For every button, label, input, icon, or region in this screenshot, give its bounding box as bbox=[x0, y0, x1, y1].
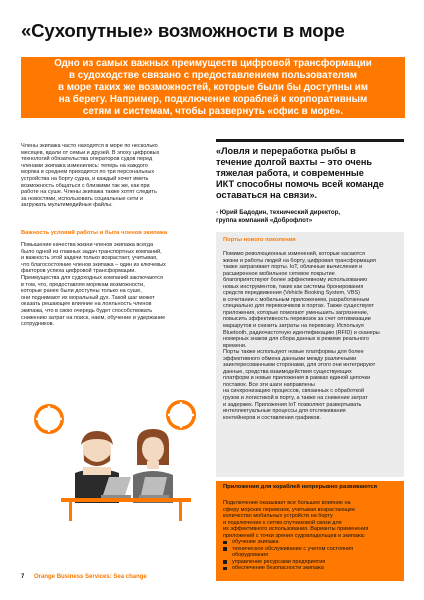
body-line: номерных знаков для сбора данных в режиме реального bbox=[223, 336, 369, 343]
page-number: 7 bbox=[21, 574, 25, 580]
body-line: в сочетании с мобильным приложением, разработанным bbox=[223, 296, 370, 303]
list-item-text: оборудования bbox=[232, 552, 269, 559]
square-bullet-icon bbox=[223, 547, 227, 551]
body-line: оказать решающее влияние на лояльность членов bbox=[21, 301, 152, 308]
body-line: повысить эффективность перевозок за счет оптимизации bbox=[223, 316, 371, 323]
quote-line: «Ловля и переработка рыбы в bbox=[216, 146, 356, 156]
body-line: расширенное мобильное сетевое покрытие bbox=[223, 270, 335, 277]
body-line: новых инструментов, таких как системы бронирования bbox=[223, 283, 364, 290]
body-line: на синхронизацию процессов, связанных с обработкой bbox=[223, 388, 365, 395]
body-line: было одной из главных задач транспортных компаний, bbox=[21, 248, 162, 255]
apps-bullet-list bbox=[223, 539, 398, 572]
footer-brand: Orange Business Services: Sea change bbox=[34, 574, 147, 580]
left-subheading: Важность условий работы и быта членов экипажа bbox=[21, 230, 168, 236]
page-footer bbox=[21, 574, 147, 580]
body-line: также затрагивает порты. IoT, облачные вычисления и bbox=[223, 264, 363, 271]
body-line: месяцев, вдали от семьи и друзей. В эпоху цифровых bbox=[21, 149, 160, 156]
body-line: за новостями, использовать социальные сети и bbox=[21, 195, 143, 202]
page-title: «Сухопутные» возможности в море bbox=[21, 20, 345, 41]
apps-body bbox=[223, 500, 398, 539]
square-bullet-icon bbox=[223, 560, 227, 564]
body-line: технологий обязательства операторов судов перед bbox=[21, 156, 153, 163]
body-line: приложения, которые помогают уменьшить загрязнение, bbox=[223, 309, 369, 316]
lead-line: в судоходстве связано с предоставлением пользователям bbox=[69, 69, 357, 81]
body-line: что благосостояние членов экипажа – один из ключевых bbox=[21, 261, 166, 268]
desk bbox=[61, 498, 191, 502]
body-line: приложений с точки зрения судовладельцев и экипажа: bbox=[223, 532, 366, 539]
body-line: Bluetooth, радиочастотную идентификацию (RFID) и сканеры bbox=[223, 329, 380, 336]
square-bullet-icon bbox=[223, 567, 227, 571]
body-line: членами экипажа изменились: теперь на каждого bbox=[21, 162, 148, 169]
list-item bbox=[223, 565, 398, 572]
body-line: контейнеров и составления графиков. bbox=[223, 414, 321, 421]
body-line: заинтересованными сторонами, для этого они интегрируют bbox=[223, 362, 376, 369]
ports-title: Порты нового поколения bbox=[223, 237, 296, 243]
square-bullet-icon bbox=[223, 541, 227, 545]
lead-line: в море таких же возможностей, которые были бы доступны им bbox=[58, 81, 368, 93]
quote-line: течение долгой вахты – это очень bbox=[216, 157, 373, 167]
porthole-icon bbox=[166, 400, 196, 430]
body-line: и подключение к сетям спутниковой связи для bbox=[223, 519, 342, 526]
left-column-intro bbox=[21, 143, 205, 209]
body-line: интеллектуальные процессы для отслеживания bbox=[223, 408, 346, 415]
list-item-text: техническое обслуживание с учетом состояния bbox=[232, 545, 354, 552]
body-line: Повышение качества жизни членов экипажа всегда bbox=[21, 242, 154, 248]
body-line: работе на суше. Члены экипажа также хотят следить bbox=[21, 189, 157, 196]
quote-attribution bbox=[216, 209, 404, 225]
body-line: Помимо революционных изменений, которые касаются bbox=[223, 251, 365, 257]
list-item-text: обучение экипажа bbox=[232, 539, 279, 546]
quote-box bbox=[216, 139, 404, 225]
body-line: они поднимают их моральный дух. Такой шаг может bbox=[21, 294, 155, 301]
body-line: грузов и логистикой в порту, а также на снижение затрат bbox=[223, 395, 368, 402]
body-line: маршрутов и снизить затраты на перевозку. Используя bbox=[223, 323, 364, 330]
body-line: эффективного обмена данными между различными bbox=[223, 355, 357, 362]
body-line: сферу морских перевозок, учитывая возрастающее bbox=[223, 506, 356, 513]
quote-text bbox=[216, 146, 404, 201]
body-line: времени. bbox=[223, 342, 247, 349]
body-line: Подключение оказывает все большее влияние на bbox=[223, 500, 351, 506]
body-line: их эффективного использования. Варианты применения bbox=[223, 526, 369, 533]
left-column-welfare bbox=[21, 242, 205, 328]
list-item-text: обеспечение безопасности экипажа bbox=[232, 565, 324, 572]
body-line: жизни и работы людей на борту, цифровая трансформация bbox=[223, 257, 376, 264]
attribution-line: - Юрий Бадодин, технический директор, bbox=[216, 209, 341, 216]
ports-body bbox=[223, 251, 398, 421]
quote-line: ИКТ способны помочь всей команде bbox=[216, 179, 384, 189]
body-line: в том, что, предоставляя морякам возможности, bbox=[21, 281, 145, 288]
body-line: специально для перевозчиков в портах. Также существуют bbox=[223, 303, 374, 310]
body-line: загружать мультимедийные файлы. bbox=[21, 202, 113, 209]
lead-block bbox=[21, 57, 405, 118]
body-line: снижению затрат на поиск, наем, обучение и удержание bbox=[21, 314, 166, 321]
body-line: факторов успеха цифровой трансформации. bbox=[21, 268, 136, 275]
body-line: благоприятствуют более эффективному использованию bbox=[223, 277, 368, 284]
lead-line: на берегу. Например, подключение кораблей к корпоративным bbox=[58, 93, 368, 105]
lead-line: сетям и системам, чтобы развернуть «офис в море». bbox=[82, 105, 344, 117]
attribution-line: группа компаний «Доброфлот» bbox=[216, 217, 313, 224]
body-line: устройства на борту судна, и каждый хочет иметь bbox=[21, 175, 149, 182]
body-line: средств передвижения (Vehicle Booking System, VBS) bbox=[223, 290, 360, 297]
list-item-text: управление ресурсами предприятия bbox=[232, 558, 326, 565]
apps-title: Приложения для кораблей непрерывно развиваются bbox=[223, 484, 378, 490]
body-line: Члены экипажа часто находятся в море по несколько bbox=[21, 143, 158, 149]
body-line: данные, средства взаимодействия существующих bbox=[223, 368, 352, 375]
apps-box bbox=[216, 481, 404, 581]
body-line: платформ и новые приложения в рамках единой цепочки bbox=[223, 375, 371, 382]
body-line: и задержек. Приложения IoT позволяют развертывать bbox=[223, 401, 362, 408]
body-line: сотрудников. bbox=[21, 321, 55, 328]
body-line: количество мобильных устройств на борту bbox=[223, 513, 333, 520]
ports-sidebar bbox=[216, 232, 404, 477]
crew-laptops-illustration bbox=[21, 397, 211, 521]
quote-line: тяжелая работа, и современные bbox=[216, 168, 364, 178]
quote-divider bbox=[216, 139, 404, 142]
body-line: Преимущества для судоходных компаний заключаются bbox=[21, 274, 163, 281]
body-line: и важность этой задачи только возрастает, учитывая, bbox=[21, 255, 158, 262]
body-line: экипажа, что в свою очередь будет способствовать bbox=[21, 307, 153, 314]
porthole-icon bbox=[34, 404, 64, 434]
body-line: Порты также используют новые платформы для более bbox=[223, 349, 364, 356]
body-line: поставок. Все эти шаги направлены bbox=[223, 381, 315, 388]
body-line: которые ранее были доступны только на суше, bbox=[21, 288, 142, 295]
body-line: моряка в среднем приходится по три персональных bbox=[21, 169, 155, 176]
quote-line: оставаться на связи». bbox=[216, 190, 318, 200]
body-line: возможность общаться с близкими так же, как при bbox=[21, 182, 150, 189]
lead-line: Одно из самых важных преимуществ цифровой трансформации bbox=[54, 58, 372, 69]
